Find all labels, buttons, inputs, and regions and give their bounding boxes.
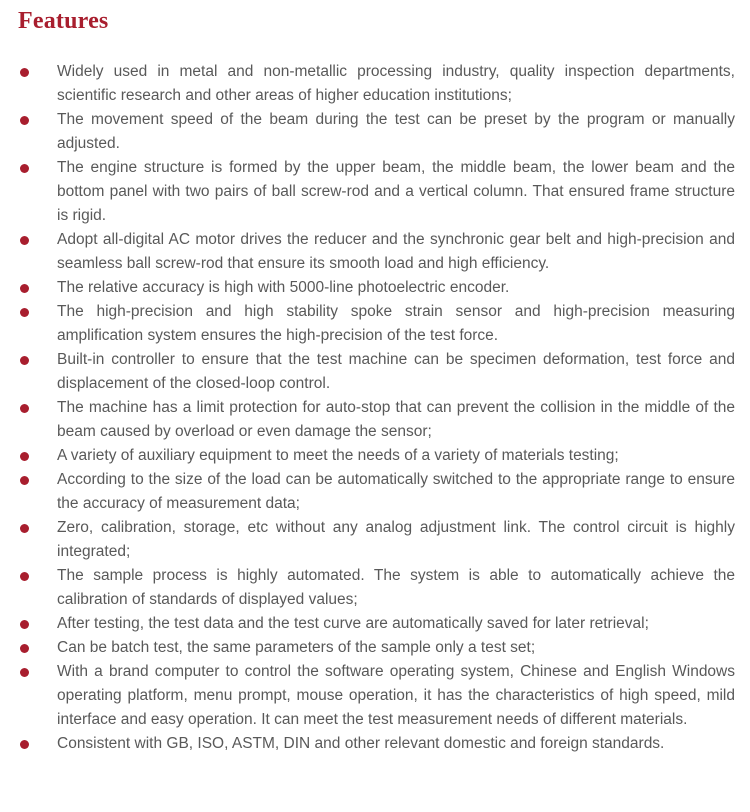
feature-text: Consistent with GB, ISO, ASTM, DIN and other relevant domestic and foreign standards.: [57, 735, 665, 752]
bullet-icon: [20, 476, 29, 485]
feature-item: [20, 636, 735, 660]
feature-item: [20, 60, 735, 108]
feature-text: With a brand computer to control the software operating system, Chinese and English Windows operating platform, menu prompt, mouse operation, it has the characteristics of high speed, mild interface and easy operation. It can meet the test measurement needs of different materials.: [57, 663, 735, 728]
bullet-icon: [20, 164, 29, 173]
feature-item: [20, 444, 735, 468]
feature-text: Zero, calibration, storage, etc without any analog adjustment link. The control circuit is highly integrated;: [57, 519, 735, 560]
bullet-icon: [20, 668, 29, 677]
bullet-icon: [20, 644, 29, 653]
feature-text: The engine structure is formed by the upper beam, the middle beam, the lower beam and the bottom panel with two pairs of ball screw-rod and a vertical column. That ensured frame structure is rigid.: [57, 159, 735, 224]
feature-item: [20, 468, 735, 516]
feature-text: The relative accuracy is high with 5000-line photoelectric encoder.: [57, 279, 510, 296]
feature-text: Can be batch test, the same parameters of the sample only a test set;: [57, 639, 536, 656]
bullet-icon: [20, 572, 29, 581]
feature-text: The machine has a limit protection for auto-stop that can prevent the collision in the middle of the beam caused by overload or even damage the sensor;: [57, 399, 735, 440]
feature-item: [20, 300, 735, 348]
feature-item: [20, 228, 735, 276]
features-list: [0, 60, 750, 756]
feature-item: [20, 108, 735, 156]
feature-item: [20, 348, 735, 396]
bullet-icon: [20, 404, 29, 413]
feature-text: Widely used in metal and non-metallic processing industry, quality inspection departments, scientific research and other areas of higher education institutions;: [57, 63, 735, 104]
feature-text: The sample process is highly automated. The system is able to automatically achieve the calibration of standards of displayed values;: [57, 567, 735, 608]
feature-text: Built-in controller to ensure that the test machine can be specimen deformation, test force and displacement of the closed-loop control.: [57, 351, 735, 392]
feature-item: [20, 396, 735, 444]
feature-item: [20, 660, 735, 732]
page-title: Features: [18, 8, 109, 34]
feature-item: [20, 516, 735, 564]
feature-text: According to the size of the load can be automatically switched to the appropriate range to ensure the accuracy of measurement data;: [57, 471, 735, 512]
feature-text: A variety of auxiliary equipment to meet the needs of a variety of materials testing;: [57, 447, 619, 464]
bullet-icon: [20, 740, 29, 749]
bullet-icon: [20, 356, 29, 365]
bullet-icon: [20, 524, 29, 533]
feature-text: After testing, the test data and the test curve are automatically saved for later retrieval;: [57, 615, 649, 632]
bullet-icon: [20, 620, 29, 629]
feature-item: [20, 612, 735, 636]
feature-text: Adopt all-digital AC motor drives the reducer and the synchronic gear belt and high-precision and seamless ball screw-rod that ensure its smooth load and high efficiency.: [57, 231, 735, 272]
bullet-icon: [20, 236, 29, 245]
feature-text: The movement speed of the beam during the test can be preset by the program or manually adjusted.: [57, 111, 735, 152]
bullet-icon: [20, 68, 29, 77]
bullet-icon: [20, 452, 29, 461]
bullet-icon: [20, 284, 29, 293]
feature-item: [20, 732, 735, 756]
feature-item: [20, 276, 735, 300]
bullet-icon: [20, 308, 29, 317]
feature-item: [20, 564, 735, 612]
bullet-icon: [20, 116, 29, 125]
feature-item: [20, 156, 735, 228]
feature-text: The high-precision and high stability spoke strain sensor and high-precision measuring amplification system ensures the high-precision of the test force.: [57, 303, 735, 344]
